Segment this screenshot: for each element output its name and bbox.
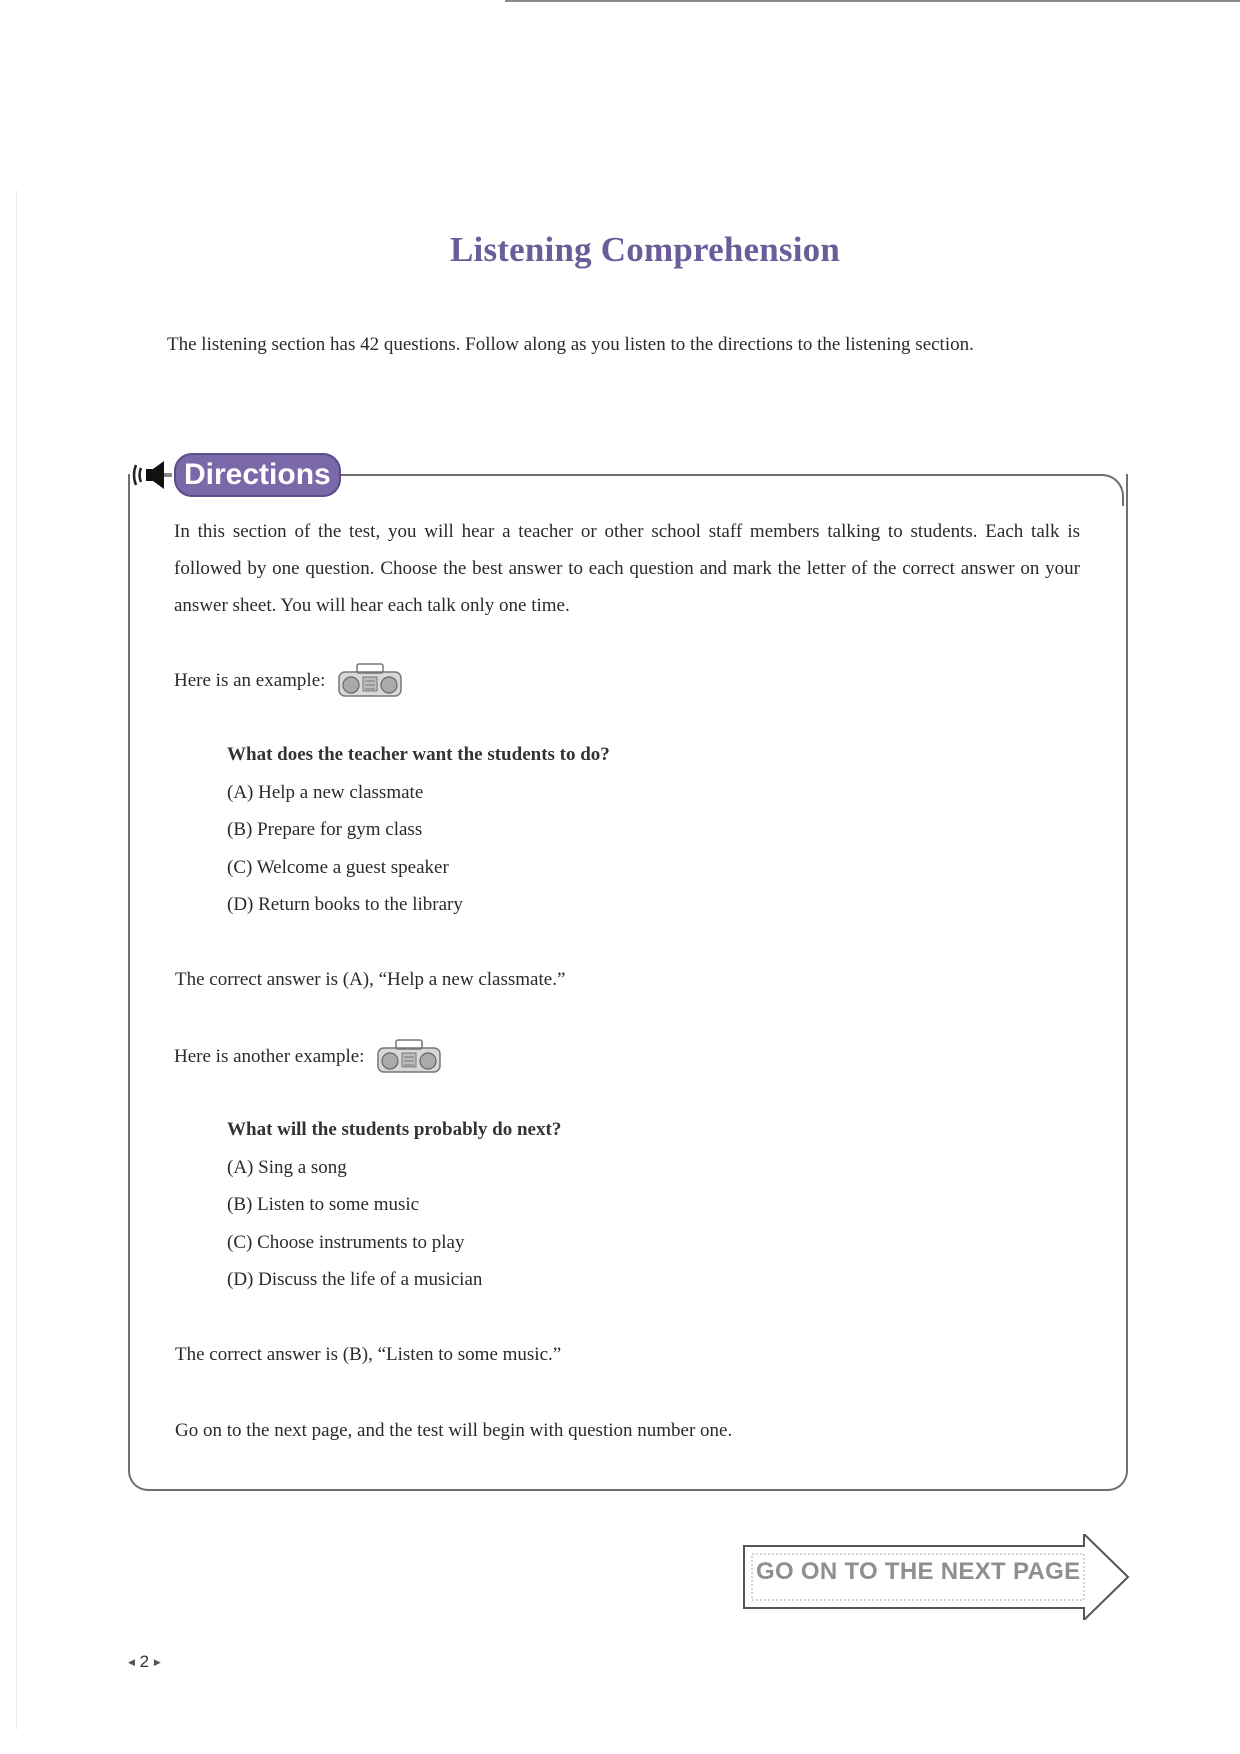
example-answer-2: The correct answer is (B), “Listen to some music.” — [175, 1344, 562, 1365]
page-left-marker-icon: ◀ — [128, 1657, 135, 1668]
intro-text: The listening section has 42 questions. Follow along as you listen to the directions to the listening section. — [167, 334, 974, 355]
page-number-value: 2 — [139, 1652, 150, 1671]
example-2-option-d: (D) Discuss the life of a musician — [227, 1269, 483, 1290]
example-2-option-a: (A) Sing a song — [227, 1157, 347, 1178]
example-intro-2 — [174, 1036, 446, 1078]
example-question-2: What will the students probably do next? — [227, 1119, 562, 1140]
example-1-option-a: (A) Help a new classmate — [227, 782, 424, 803]
directions-label: Directions — [174, 453, 341, 497]
next-page-label[interactable]: GO ON TO THE NEXT PAGE — [756, 1558, 1081, 1585]
page-number — [128, 1652, 161, 1672]
directions-box-top-edge — [340, 474, 1104, 476]
example-intro-1 — [174, 660, 407, 702]
example-intro-text: Here is an example: — [174, 670, 326, 691]
example-question-1: What does the teacher want the students to do? — [227, 744, 610, 765]
scan-edge-left — [16, 190, 17, 1730]
page-title: Listening Comprehension — [450, 230, 840, 269]
radio-icon[interactable] — [335, 660, 407, 702]
closing-text: Go on to the next page, and the test will begin with question number one. — [175, 1420, 733, 1441]
example-1-option-b: (B) Prepare for gym class — [227, 819, 423, 840]
example-1-option-d: (D) Return books to the library — [227, 894, 463, 915]
scan-edge-top — [505, 0, 1240, 2]
speaker-icon — [130, 455, 174, 495]
example-answer-1: The correct answer is (A), “Help a new classmate.” — [175, 969, 566, 990]
radio-icon[interactable] — [374, 1036, 446, 1078]
example-2-option-c: (C) Choose instruments to play — [227, 1232, 465, 1253]
example-2-option-b: (B) Listen to some music — [227, 1194, 420, 1215]
directions-paragraph: In this section of the test, you will hear a teacher or other school staff members talking to students. Each talk is followed by one question. Choose the best answer to each question and mark the letter of the correct answer on your answer sheet. You will hear each talk only one time. — [174, 521, 1080, 616]
page-right-marker-icon: ▶ — [153, 1657, 161, 1668]
directions-header — [130, 452, 341, 498]
example-1-option-c: (C) Welcome a guest speaker — [227, 857, 449, 878]
example-intro-text: Here is another example: — [174, 1046, 365, 1067]
